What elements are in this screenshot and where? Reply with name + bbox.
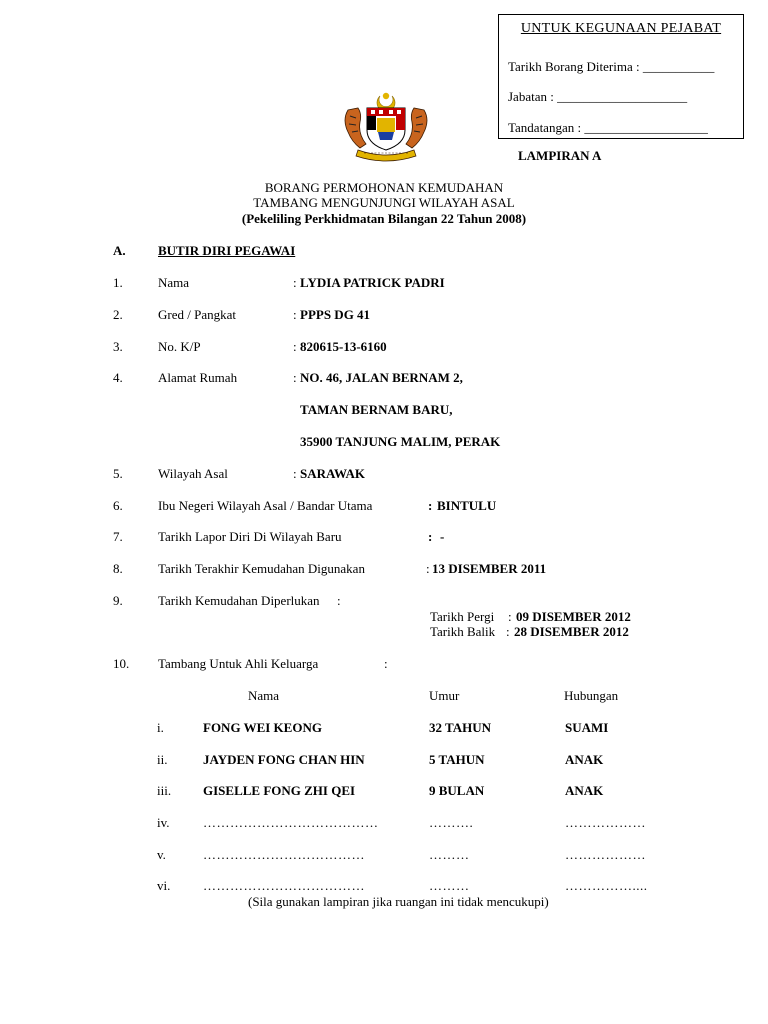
signature-field: Tandatangan : ___________________ xyxy=(508,120,708,135)
depart-date-label: Tarikh Pergi xyxy=(430,609,495,624)
field-separator: : xyxy=(293,275,297,290)
coat-of-arms-icon xyxy=(340,90,432,162)
field-label-grade: Gred / Pangkat xyxy=(158,307,236,322)
return-date-value: 28 DISEMBER 2012 xyxy=(514,624,629,639)
appendix-label: LAMPIRAN A xyxy=(518,148,602,163)
family-row-age: ……… xyxy=(429,847,470,862)
depart-date-value: 09 DISEMBER 2012 xyxy=(516,609,631,624)
family-row-age: ………. xyxy=(429,815,474,830)
family-row-name: ………………………………… xyxy=(203,815,379,830)
field-separator: : xyxy=(506,624,510,639)
field-number: 4. xyxy=(113,370,123,385)
field-value-address-line1: NO. 46, JALAN BERNAM 2, xyxy=(300,370,463,385)
field-separator: : xyxy=(293,307,297,322)
form-title-line2: TAMBANG MENGUNJUNGI WILAYAH ASAL xyxy=(253,195,515,210)
field-value-origin-region: SARAWAK xyxy=(300,466,366,481)
section-heading: BUTIR DIRI PEGAWAI xyxy=(158,243,296,258)
family-row-relation: SUAMI xyxy=(565,720,609,735)
field-label-family-fare: Tambang Untuk Ahli Keluarga xyxy=(158,656,319,671)
field-separator: : xyxy=(428,529,433,544)
family-row-index: iv. xyxy=(157,815,170,830)
field-separator: : xyxy=(293,339,297,354)
field-value-grade: PPPS DG 41 xyxy=(300,307,371,322)
family-row-age: ……… xyxy=(429,878,470,893)
section-letter: A. xyxy=(113,243,126,258)
family-table-note: (Sila gunakan lampiran jika ruangan ini tidak mencukupi) xyxy=(248,894,549,909)
return-date-label: Tarikh Balik xyxy=(430,624,496,639)
family-row-name: ……………………………… xyxy=(203,878,365,893)
family-row-relation: …………….... xyxy=(565,878,648,893)
office-use-box xyxy=(498,14,744,139)
field-label-required-date: Tarikh Kemudahan Diperlukan xyxy=(158,593,320,608)
field-label-last-used: Tarikh Terakhir Kemudahan Digunakan xyxy=(158,561,365,576)
family-row-relation: ANAK xyxy=(565,752,604,767)
field-separator: : xyxy=(293,370,297,385)
field-number: 8. xyxy=(113,561,123,576)
field-label-report-date: Tarikh Lapor Diri Di Wilayah Baru xyxy=(158,529,342,544)
family-row-index: v. xyxy=(157,847,166,862)
field-number: 9. xyxy=(113,593,123,608)
family-row-age: 9 BULAN xyxy=(429,783,485,798)
family-header-name: Nama xyxy=(248,688,280,703)
received-date-field: Tarikh Borang Diterima : ___________ xyxy=(508,59,715,74)
field-separator: : xyxy=(384,656,388,671)
field-label-capital: Ibu Negeri Wilayah Asal / Bandar Utama xyxy=(158,498,373,513)
department-field: Jabatan : ____________________ xyxy=(508,89,688,104)
field-value-address-line2: TAMAN BERNAM BARU, xyxy=(300,402,453,417)
family-row-age: 32 TAHUN xyxy=(429,720,491,735)
field-separator: : xyxy=(293,466,297,481)
field-number: 3. xyxy=(113,339,123,354)
field-number: 10. xyxy=(113,656,130,671)
family-row-name: GISELLE FONG ZHI QEI xyxy=(203,783,356,798)
family-row-index: iii. xyxy=(157,783,172,798)
family-header-age: Umur xyxy=(429,688,460,703)
field-label-name: Nama xyxy=(158,275,190,290)
family-header-relation: Hubungan xyxy=(564,688,619,703)
family-row-name: FONG WEI KEONG xyxy=(203,720,322,735)
family-row-relation: ANAK xyxy=(565,783,604,798)
field-separator: : xyxy=(337,593,341,608)
field-number: 5. xyxy=(113,466,123,481)
field-value-ic: 820615-13-6160 xyxy=(300,339,387,354)
field-number: 6. xyxy=(113,498,123,513)
form-title-line1: BORANG PERMOHONAN KEMUDAHAN xyxy=(264,180,504,195)
family-row-index: vi. xyxy=(157,878,171,893)
field-value-capital: BINTULU xyxy=(437,498,497,513)
family-row-index: i. xyxy=(157,720,164,735)
field-label-ic: No. K/P xyxy=(158,339,201,354)
family-row-relation: ……………… xyxy=(565,815,646,830)
field-label-origin-region: Wilayah Asal xyxy=(158,466,228,481)
family-row-index: ii. xyxy=(157,752,168,767)
field-separator: : xyxy=(426,561,430,576)
field-value-address-line3: 35900 TANJUNG MALIM, PERAK xyxy=(300,434,501,449)
field-value-report-date: - xyxy=(440,529,445,544)
field-number: 7. xyxy=(113,529,123,544)
family-row-relation: ……………… xyxy=(565,847,646,862)
office-use-title: UNTUK KEGUNAAN PEJABAT xyxy=(520,21,722,36)
family-row-name: ……………………………… xyxy=(203,847,365,862)
family-row-age: 5 TAHUN xyxy=(429,752,485,767)
field-value-last-used: 13 DISEMBER 2011 xyxy=(432,561,547,576)
field-number: 2. xyxy=(113,307,123,322)
family-row-name: JAYDEN FONG CHAN HIN xyxy=(203,752,365,767)
field-number: 1. xyxy=(113,275,123,290)
field-separator: : xyxy=(508,609,512,624)
form-title-line3: (Pekeliling Perkhidmatan Bilangan 22 Tahun 2008) xyxy=(241,211,527,226)
field-separator: : xyxy=(428,498,433,513)
field-value-name: LYDIA PATRICK PADRI xyxy=(300,275,445,290)
field-label-address: Alamat Rumah xyxy=(158,370,238,385)
